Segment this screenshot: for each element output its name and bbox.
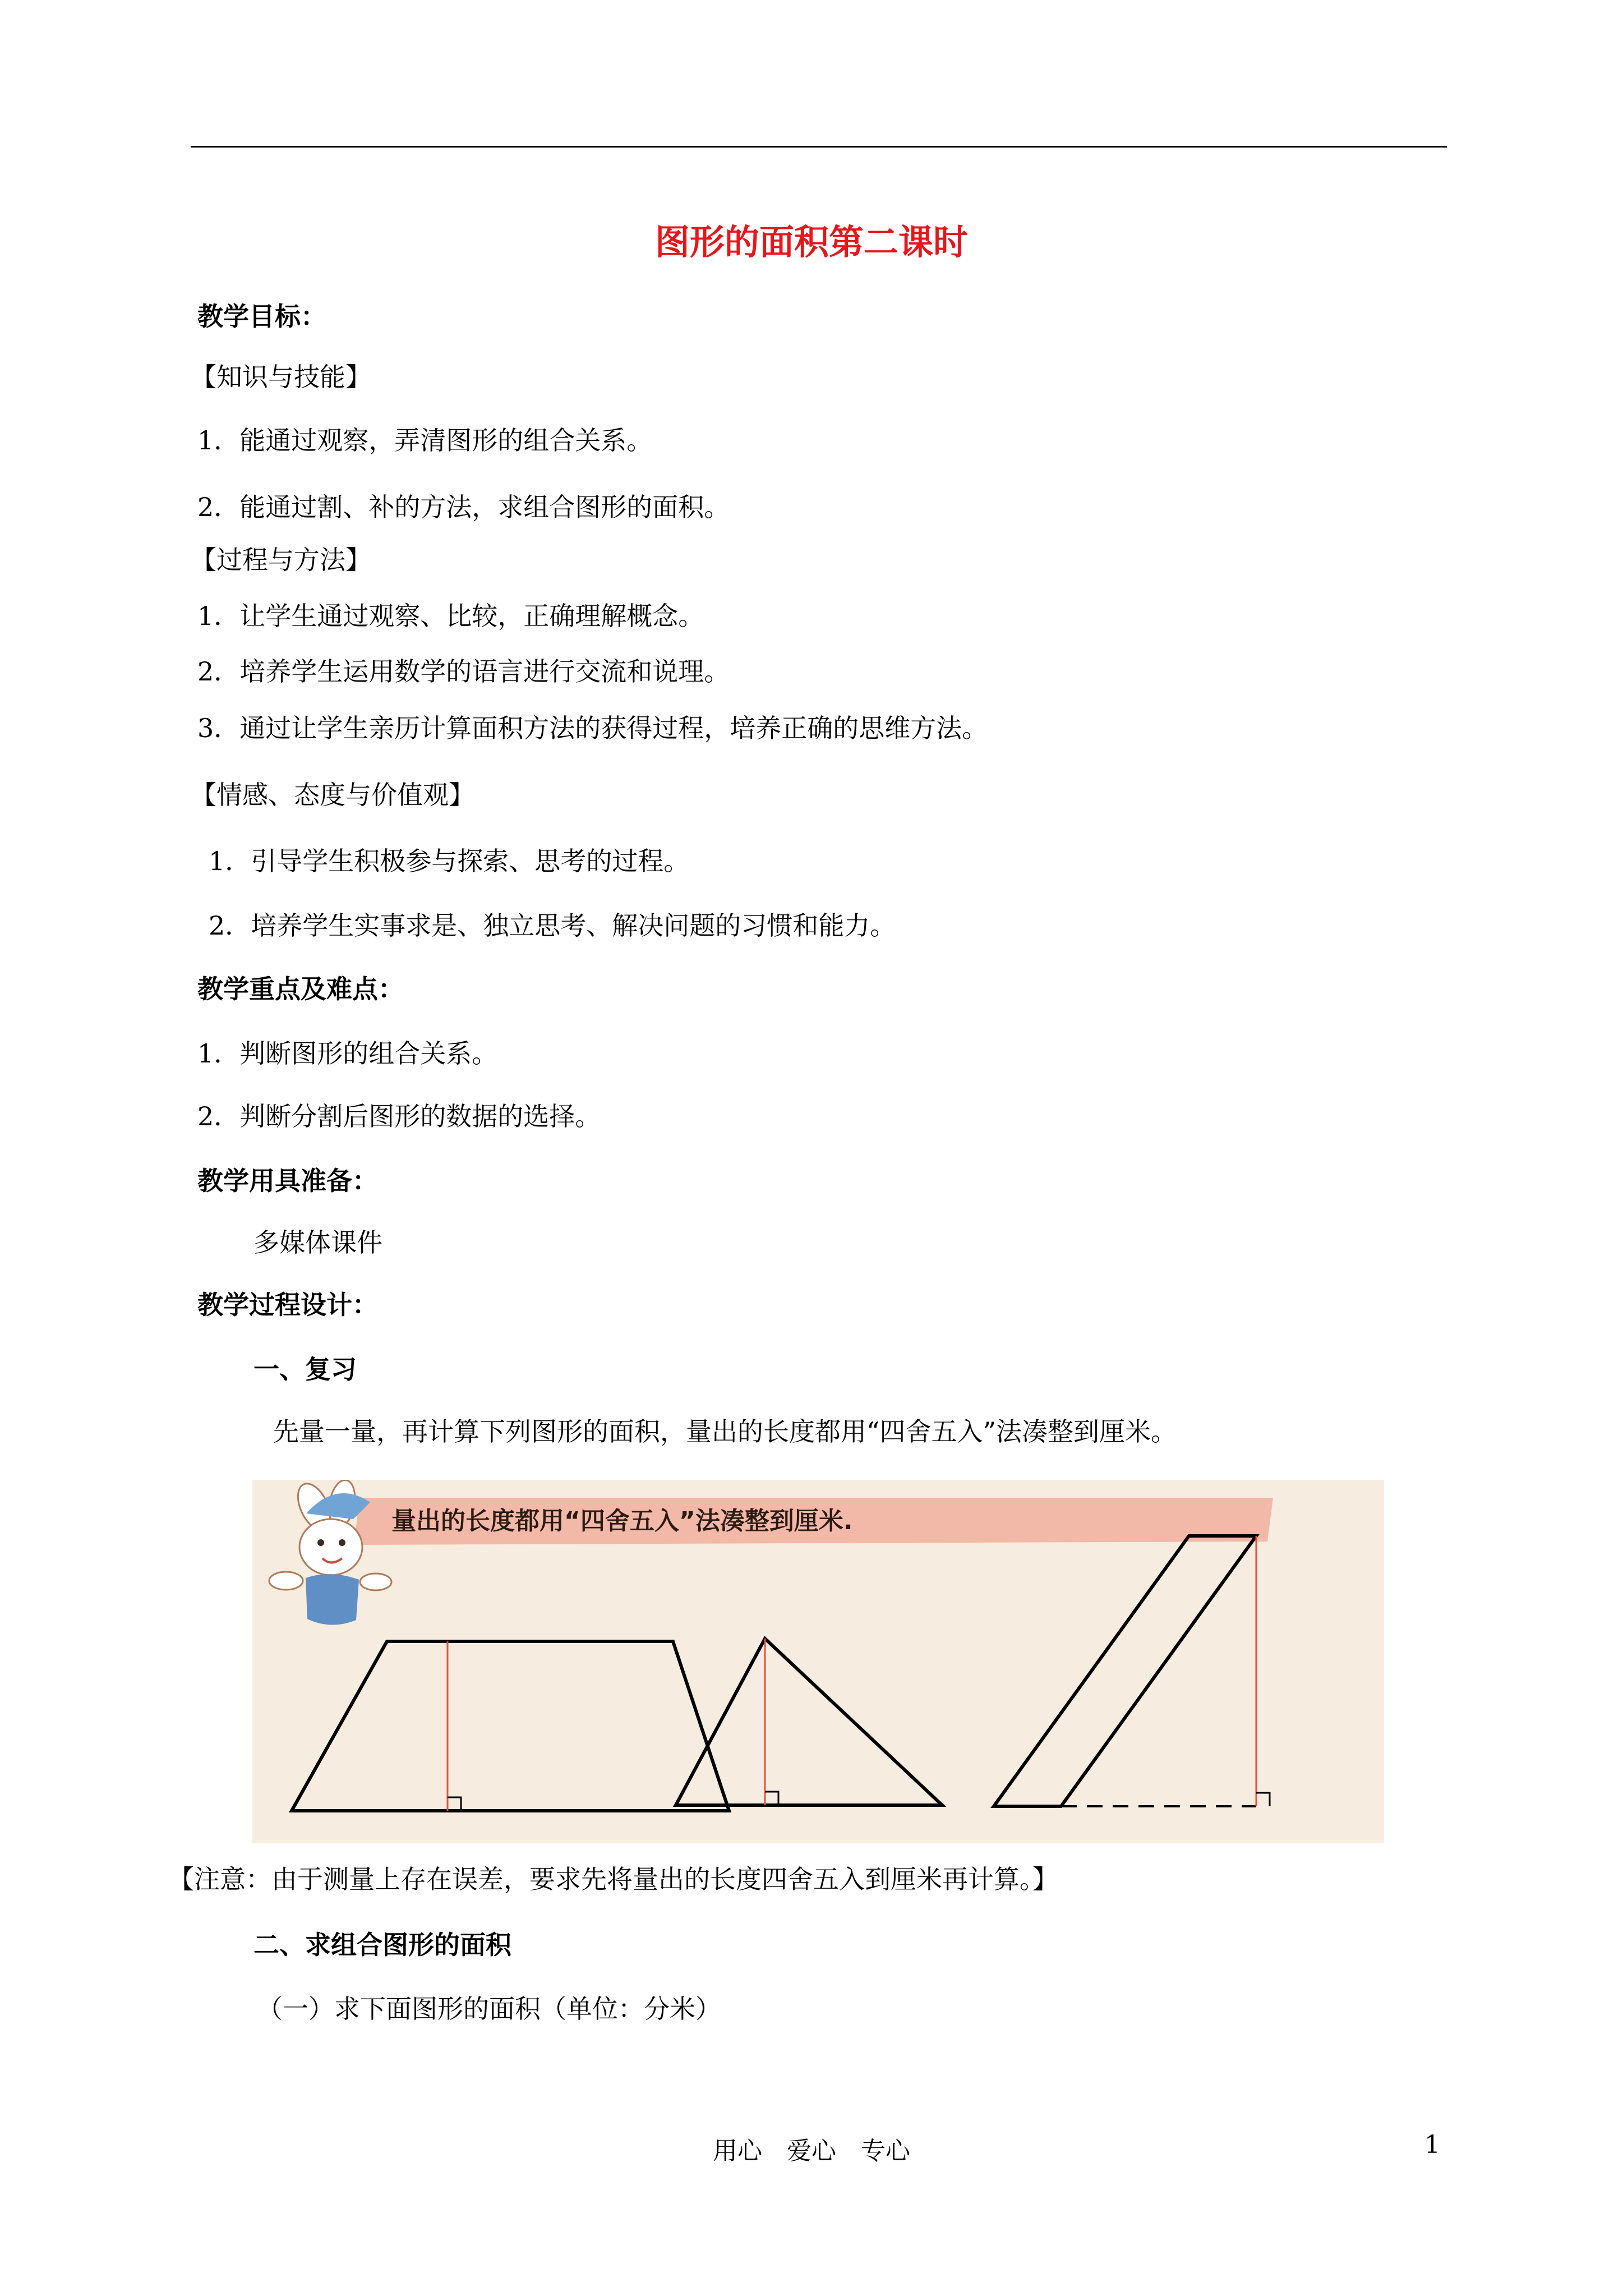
combo-heading: 二、求组合图形的面积: [253, 1930, 511, 1960]
right-angle-mark: [448, 1797, 461, 1811]
emotion-item: 2．培养学生实事求是、独立思考、解决问题的习惯和能力。: [209, 910, 896, 941]
focus-item: 1．判断图形的组合关系。: [197, 1038, 498, 1069]
right-angle-mark: [1256, 1793, 1270, 1806]
focus-heading: 教学重点及难点：: [197, 974, 404, 1004]
emotion-heading: 【情感、态度与价值观】: [191, 780, 474, 810]
knowledge-item: 1．能通过观察，弄清图形的组合关系。: [197, 425, 653, 455]
note-text: 【注意：由于测量上存在误差，要求先将量出的长度四舍五入到厘米再计算。】: [168, 1864, 1058, 1894]
process-item: 2．培养学生运用数学的语言进行交流和说理。: [197, 656, 730, 687]
footer-motto: 用心 爱心 专心: [713, 2137, 910, 2165]
process-item: 3．通过让学生亲历计算面积方法的获得过程，培养正确的思维方法。: [197, 713, 988, 743]
knowledge-item: 2．能通过割、补的方法，求组合图形的面积。: [197, 492, 730, 522]
textbook-figure: [252, 1480, 1384, 1843]
process-item: 1．让学生通过观察、比较，正确理解概念。: [197, 601, 704, 631]
goals-heading: 教学目标：: [197, 301, 326, 332]
page-number: 1: [1424, 2131, 1440, 2159]
page-title: 图形的面积第二课时: [654, 222, 968, 263]
design-heading: 教学过程设计：: [197, 1290, 378, 1320]
header-rule: [191, 146, 1447, 148]
right-angle-mark: [765, 1792, 778, 1805]
review-text: 先量一量，再计算下列图形的面积，量出的长度都用“四舍五入”法凑整到厘米。: [273, 1416, 1177, 1447]
banner-text: 量出的长度都用“四舍五入”法凑整到厘米.: [391, 1507, 853, 1535]
knowledge-heading: 【知识与技能】: [191, 362, 371, 392]
tools-text: 多媒体课件: [253, 1227, 382, 1258]
review-heading: 一、复习: [253, 1354, 357, 1384]
parallelogram-shape: [994, 1536, 1270, 1806]
combo-subheading: （一）求下面图形的面积（单位：分米）: [257, 1994, 721, 2024]
emotion-item: 1．引导学生积极参与探索、思考的过程。: [209, 846, 690, 876]
triangle-shape: [676, 1639, 942, 1805]
focus-item: 2．判断分割后图形的数据的选择。: [197, 1101, 601, 1131]
process-heading: 【过程与方法】: [191, 545, 371, 575]
trapezoid-shape: [292, 1641, 729, 1811]
tools-heading: 教学用具准备：: [197, 1166, 378, 1196]
